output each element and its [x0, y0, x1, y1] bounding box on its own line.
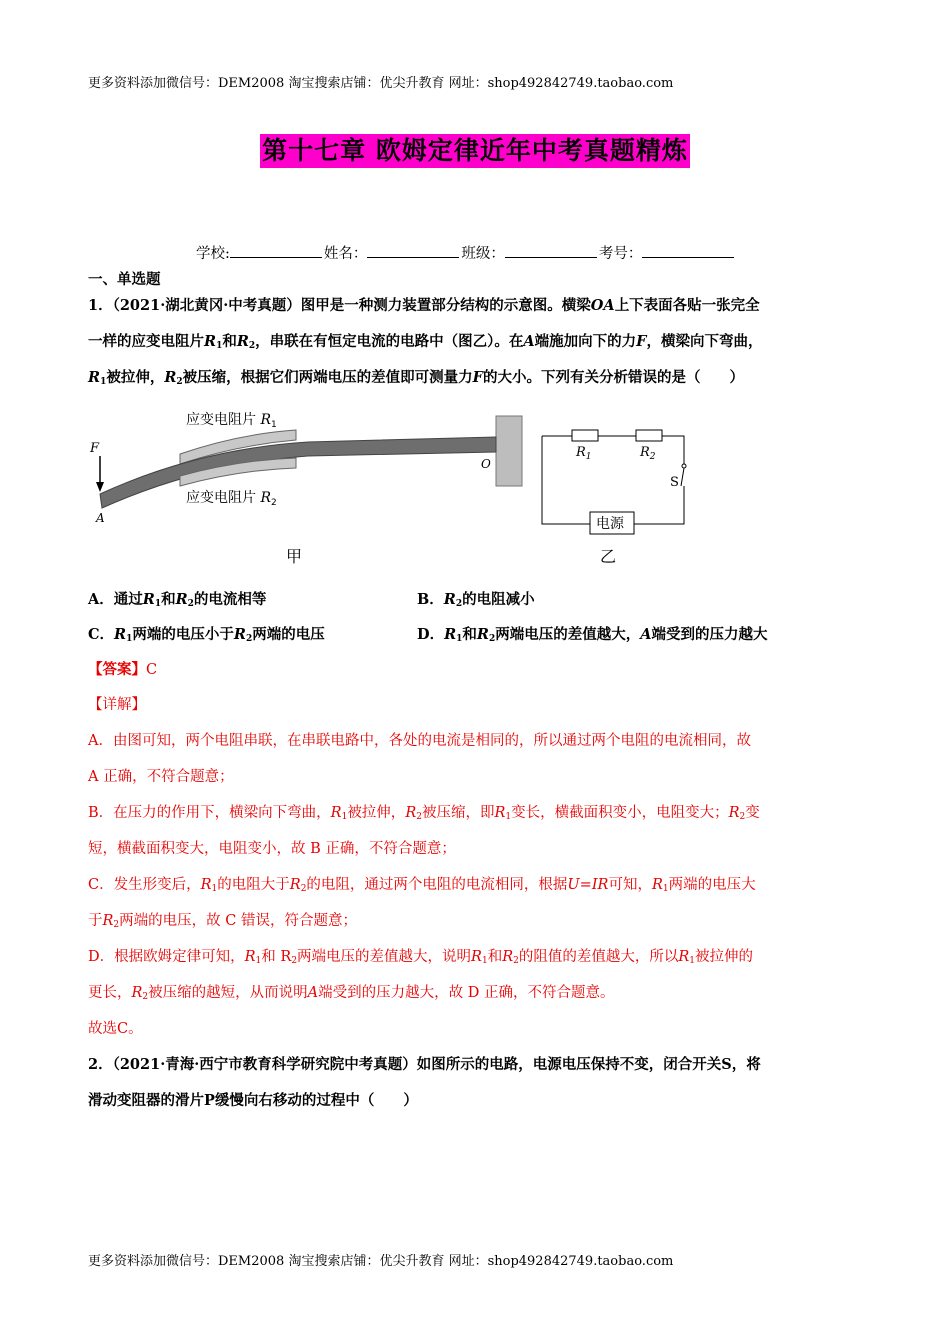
- option-c-letter: C．: [88, 626, 115, 643]
- force-arrow-head: [96, 482, 104, 492]
- exam-no-blank[interactable]: [642, 243, 734, 258]
- point-a-label: A: [96, 511, 105, 525]
- q1-conclusion: 故选C。: [88, 1021, 143, 1037]
- detail-c-line-1: C．发生形变后，$R_1$的电阻大于$R_2$的电阻，通过两个电阻的电流相同，根据U=IR可知，$R_1$两端的电压大: [88, 877, 756, 894]
- q1-option-a[interactable]: A．通过$R_1$和$R_2$的电流相等: [88, 591, 267, 609]
- name-blank[interactable]: [367, 243, 459, 258]
- q2-line-2: 滑动变阻器的滑片P缓慢向右移动的过程中（ ）: [88, 1092, 418, 1109]
- detail-d-line-1: D．根据欧姆定律可知，$R_1$和 $R_2$两端电压的差值越大，说明$R_1$和$R_2$的阻值的差值越大，所以$R_1$被拉伸的: [88, 949, 754, 966]
- option-d-letter: D．: [417, 626, 445, 643]
- beam-oa: [100, 437, 496, 508]
- exam-no-label: 考号：: [598, 246, 643, 262]
- student-info: [196, 242, 736, 263]
- circuit-r2-label: $R_2$: [640, 445, 656, 462]
- detail-b-line-2: 短，横截面积变大，电阻变小，故 B 正确，不符合题意；: [88, 841, 456, 857]
- r2-gauge-text: 应变电阻片: [186, 490, 256, 506]
- q2-text-1: 如图所示的电路，电源电压保持不变，闭合开关S，将: [416, 1056, 761, 1073]
- q2-line-1: [88, 1055, 878, 1075]
- page-footer: 更多资料添加微信号：DEM2008 淘宝搜索店铺：优尖升教育 网址：shop492842749.taobao.com: [88, 1254, 674, 1269]
- circuit-r1-label: $R_1$: [576, 445, 592, 462]
- q1-source: （2021·湖北黄冈·中考真题）: [112, 297, 301, 314]
- page-title: 第十七章 欧姆定律近年中考真题精炼: [260, 134, 690, 168]
- q1-option-b[interactable]: B．$R_2$的电阻减小: [417, 591, 535, 609]
- fig-jia-label: 甲: [286, 547, 303, 566]
- power-source-label: 电源: [596, 516, 624, 532]
- q1-figure: [88, 404, 698, 574]
- q1-line-3: $R_1$被拉伸，$R_2$被压缩，根据它们两端电压的差值即可测量力F的大小。下列有关分析错误的是（ ）: [88, 369, 744, 387]
- section-heading: 一、单选题: [88, 271, 161, 288]
- q1-line-1: 1．（2021·湖北黄冈·中考真题）图甲是一种测力装置部分结构的示意图。横梁OA上下表面各贴一张完全: [88, 297, 760, 314]
- wire-4: [634, 486, 684, 524]
- fig-yi-label: 乙: [600, 547, 617, 566]
- option-a-letter: A．: [88, 591, 114, 608]
- detail-a-line-1: A．由图可知，两个电阻串联，在串联电路中，各处的电流是相同的，所以通过两个电阻的电流相同，故: [88, 733, 751, 749]
- force-label: F: [90, 441, 100, 456]
- q1-line-2: 一样的应变电阻片$R_1$和$R_2$，串联在有恒定电流的电路中（图乙）。在A端施加向下的力F，横梁向下弯曲，: [88, 333, 763, 351]
- resistor-r1: [572, 430, 598, 441]
- switch-blade: [681, 468, 684, 486]
- q1-option-d[interactable]: D．$R_1$和$R_2$两端电压的差值越大，A端受到的压力越大: [417, 626, 768, 644]
- detail-a-line-2: A 正确，不符合题意；: [88, 769, 234, 785]
- class-blank[interactable]: [505, 243, 597, 258]
- point-o-label: O: [481, 457, 491, 471]
- class-label: 班级：: [461, 246, 505, 262]
- name-label: 姓名：: [323, 246, 368, 262]
- answer-tag: 【答案】: [88, 661, 146, 678]
- q2-number: 2．: [88, 1056, 113, 1073]
- q1-option-c[interactable]: C．$R_1$两端的电压小于$R_2$两端的电压: [88, 626, 325, 644]
- detail-d-line-2: 更长，$R_2$被压缩的越短，从而说明A端受到的压力越大，故 D 正确，不符合题意。: [88, 985, 615, 1002]
- school-label: 学校:: [196, 246, 230, 262]
- resistor-r2: [636, 430, 662, 441]
- r1-gauge-label: 应变电阻片 $R_1$: [186, 412, 277, 430]
- switch-contact-top: [682, 464, 686, 468]
- q1-detail-tag: 【详解】: [88, 697, 146, 713]
- r2-gauge-label: 应变电阻片 $R_2$: [186, 490, 277, 508]
- page-header: 更多资料添加微信号：DEM2008 淘宝搜索店铺：优尖升教育 网址：shop492842749.taobao.com: [88, 76, 674, 91]
- switch-label: S: [670, 475, 679, 490]
- q1-answer: [88, 660, 878, 680]
- q2-source: （2021·青海·西宁市教育科学研究院中考真题）: [112, 1056, 417, 1073]
- school-blank[interactable]: [230, 243, 322, 258]
- wire-3: [662, 436, 684, 464]
- answer-value: C: [146, 662, 158, 678]
- wall-block: [496, 416, 522, 486]
- r1-gauge-text: 应变电阻片: [186, 412, 256, 428]
- detail-b-line-1: B．在压力的作用下，横梁向下弯曲，$R_1$被拉伸，$R_2$被压缩，即$R_1$变长，横截面积变小，电阻变大；$R_2$变: [88, 805, 760, 822]
- detail-c-line-2: 于$R_2$两端的电压，故 C 错误，符合题意；: [88, 913, 357, 930]
- option-b-letter: B．: [417, 591, 444, 608]
- q1-number: 1．: [88, 297, 113, 314]
